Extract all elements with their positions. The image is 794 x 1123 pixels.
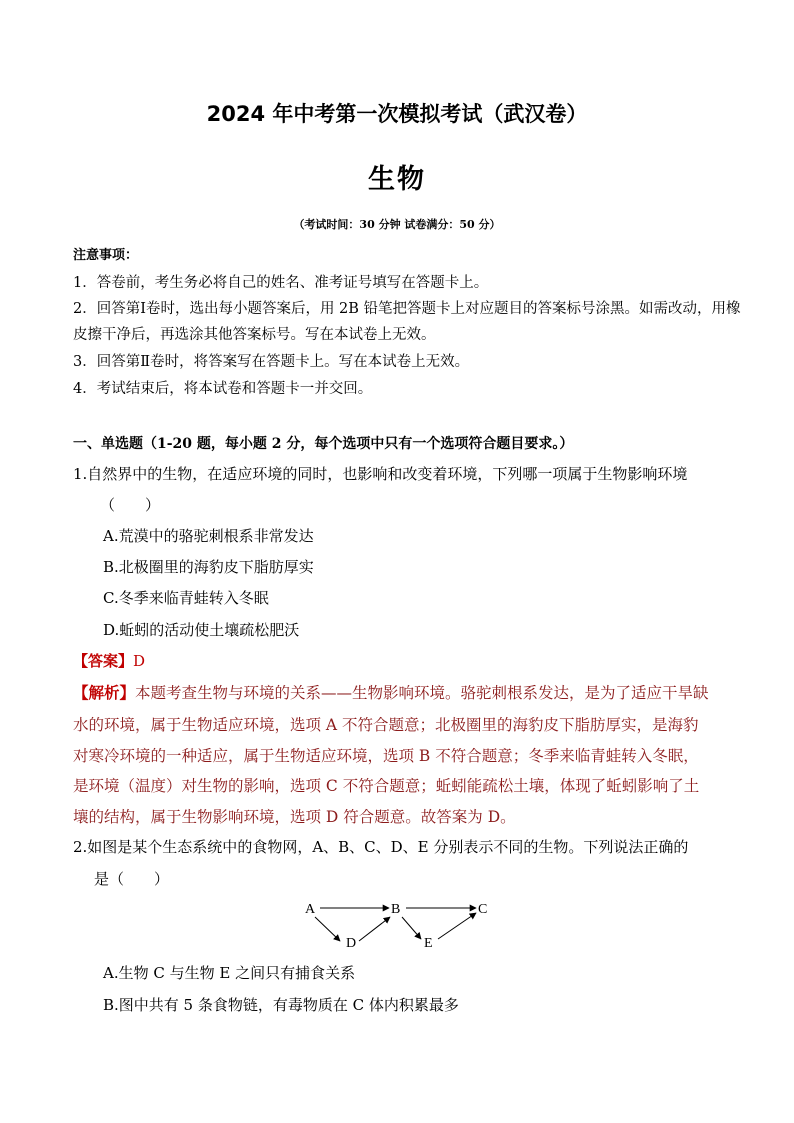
option-c: C.冬季来临青蛙转入冬眠	[103, 589, 269, 607]
notes-heading: 注意事项：	[73, 248, 139, 263]
note-item: 3．回答第Ⅱ卷时，将答案写在答题卡上。写在本试卷上无效。	[73, 354, 470, 370]
arrow-b-e	[402, 917, 421, 939]
option-b: B.北极圈里的海豹皮下脂肪厚实	[103, 558, 314, 576]
node-b: B	[391, 902, 401, 917]
note-item: 皮擦干净后，再选涂其他答案标号。写在本试卷上无效。	[73, 327, 436, 343]
question-1-paren: （ ）	[100, 496, 161, 514]
question-2-paren: 是（ ）	[94, 870, 170, 888]
note-item: 1．答卷前，考生务必将自己的姓名、准考证号填写在答题卡上。	[73, 275, 489, 291]
section-heading: 一、单选题（1-20 题，每小题 2 分，每个选项中只有一个选项符合题目要求。）	[73, 436, 574, 452]
node-d: D	[346, 936, 357, 951]
node-c: C	[478, 902, 488, 917]
question-1-stem: 1.自然界中的生物，在适应环境的同时，也影响和改变着环境，下列哪一项属于生物影响环境	[73, 465, 688, 483]
answer-value: D	[133, 652, 146, 670]
analysis-line-3: 对寒冷环境的一种适应，属于生物适应环境，选项 B 不符合题意；冬季来临青蛙转入冬眠，	[73, 747, 699, 765]
arrow-d-b	[359, 917, 390, 941]
exam-title: 2024 年中考第一次模拟考试（武汉卷）	[206, 102, 588, 126]
arrow-a-d	[315, 917, 340, 941]
note-item: 2．回答第Ⅰ卷时，选出每小题答案后，用 2B 铅笔把答题卡上对应题目的答案标号涂黑。如需改动，用橡	[73, 301, 741, 317]
question-2-stem: 2.如图是某个生态系统中的食物网，A、B、C、D、E 分别表示不同的生物。下列说法正确的	[73, 838, 689, 856]
analysis-line-2: 水的环境，属于生物适应环境，选项 A 不符合题意；北极圈里的海豹皮下脂肪厚实，是海豹	[73, 716, 699, 734]
exam-info: （考试时间：30 分钟 试卷满分：50 分）	[293, 218, 501, 231]
option-a: A.荒漠中的骆驼刺根系非常发达	[103, 527, 314, 545]
q2-option-b: B.图中共有 5 条食物链，有毒物质在 C 体内积累最多	[103, 996, 459, 1014]
option-d: D.蚯蚓的活动使土壤疏松肥沃	[103, 621, 300, 639]
food-web-diagram	[295, 895, 505, 955]
q2-option-a: A.生物 C 与生物 E 之间只有捕食关系	[103, 964, 356, 982]
answer-tag: 【答案】	[73, 652, 134, 670]
arrow-e-c	[438, 913, 476, 939]
analysis-text: 本题考查生物与环境的关系——生物影响环境。骆驼刺根系发达，是为了适应干旱缺	[135, 684, 709, 702]
analysis-tag: 【解析】	[73, 683, 136, 702]
node-e: E	[424, 936, 433, 951]
analysis-line-1	[73, 681, 709, 703]
node-a: A	[305, 902, 316, 917]
answer-line	[73, 650, 145, 671]
analysis-line-4: 是环境（温度）对生物的影响，选项 C 不符合题意；蚯蚓能疏松土壤，体现了蚯蚓影响了土	[73, 777, 700, 795]
analysis-line-5: 壤的结构，属于生物影响环境，选项 D 符合题意。故答案为 D。	[73, 808, 516, 826]
note-item: 4．考试结束后，将本试卷和答题卡一并交回。	[73, 381, 373, 397]
subject-title: 生物	[368, 164, 426, 195]
